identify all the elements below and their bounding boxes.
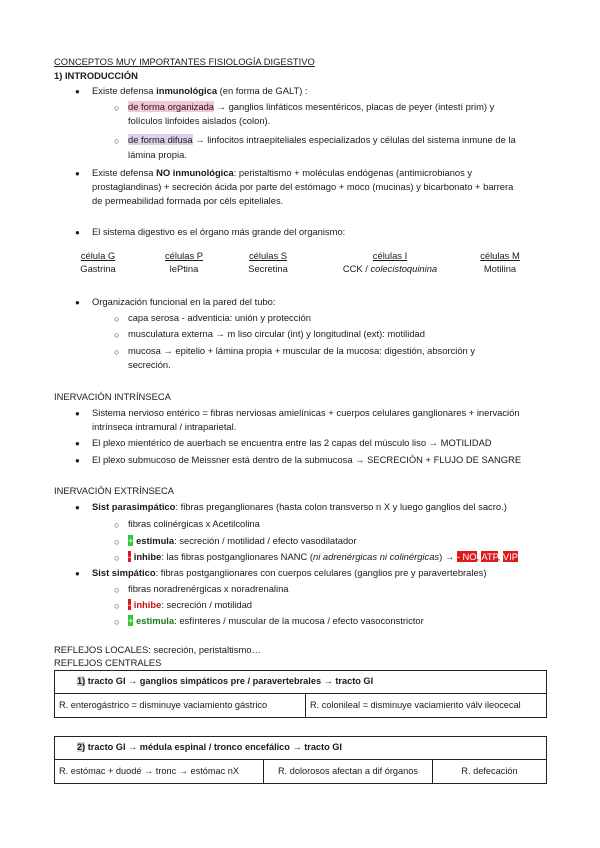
tag-no: - NO (456, 551, 477, 562)
reflex-table-1-header (55, 671, 547, 694)
text: (en forma de GALT) : (217, 85, 308, 96)
text-bold: Sist parasimpático (92, 501, 176, 512)
bullet-icon: ● (75, 503, 80, 512)
text: : esfínteres / muscular de la mucosa / efecto vasoconstrictor (174, 615, 424, 626)
plus-mark: + (128, 535, 134, 546)
para-item-2 (128, 534, 357, 548)
text-bold: estimula (133, 615, 175, 626)
intrinseca-heading: INERVACIÓN INTRÍNSECA (54, 391, 171, 402)
intro-bullet-2-line3: de permeabilidad formada por céls epiteliales. (92, 195, 284, 206)
text-bold: estimula (133, 535, 175, 546)
bullet-icon: ● (75, 439, 80, 448)
bullet-icon: ● (75, 569, 80, 578)
text: : las fibras postganglionares NANC ( (161, 551, 313, 562)
reflex-cell: R. estómac + duodé → tronc → estómac nX (55, 760, 264, 784)
text-bold: tracto GI → ganglios simpáticos pre / paravertebrales → tracto GI (85, 676, 374, 687)
circle-bullet-icon: ○ (114, 136, 120, 146)
highlight-text: de forma difusa (128, 134, 193, 145)
text-bold: NO inmunológica (156, 167, 234, 178)
para-item-3: - inhibe: las fibras postganglionares NANC (ni adrenérgicas ni colinérgicas) → - NO, ATP, VIP (128, 551, 518, 562)
intro-sub-1 (128, 100, 494, 114)
reflex-cell: R. enterogástrico = disminuye vaciamiento gástrico (55, 694, 306, 718)
cell-name: células M (480, 250, 520, 261)
text-bold: 1) (77, 676, 86, 687)
circle-bullet-icon: ○ (114, 330, 120, 340)
intrinseca-bullet-1: Sistema nervioso entérico = fibras nerviosas amielínicas + cuerpos celulares ganglionares + inervación (92, 407, 520, 418)
intro-org-3-line2: secreción. (128, 359, 171, 370)
intro-bullet-4: Organización funcional en la pared del tubo: (92, 296, 276, 307)
intro-bullet-3: El sistema digestivo es el órgano más grande del organismo: (92, 226, 346, 237)
bullet-icon: ● (75, 298, 80, 307)
text-bold: inhibe (131, 551, 162, 562)
circle-bullet-icon: ○ (114, 537, 120, 547)
text-italic: ni adrenérgicas ni colinérgicas (312, 551, 440, 562)
symp-item-2 (128, 598, 252, 612)
doc-title: CONCEPTOS MUY IMPORTANTES FISIOLOGÍA DIGESTIVO (54, 56, 315, 67)
text: Existe defensa (92, 167, 157, 178)
cell-product: lePtina (169, 263, 199, 274)
highlight-text: de forma organizada (128, 101, 214, 112)
text: → ganglios linfáticos mesentéricos, placas de peyer (intestí prim) y (214, 101, 495, 112)
bullet-icon: ● (75, 456, 80, 465)
intrinseca-bullet-1-line2: intrínseca intramural / intraparietal. (92, 421, 237, 432)
cell-product: Gastrina (80, 263, 116, 274)
circle-bullet-icon: ○ (114, 347, 120, 357)
intro-bullet-2 (92, 166, 472, 180)
reflex-cell: R. colonileal = disminuye vaciamiento válv ileocecal (306, 694, 547, 718)
extrinseca-heading: INERVACIÓN EXTRÍNSECA (54, 485, 174, 496)
cell-product: Motilina (483, 263, 517, 274)
intro-bullet-2-line2: prostaglandinas) + secreción ácida por parte del estómago + moco (mucinas) y bicarbonato + barrera (92, 181, 514, 192)
reflex-cell: R. defecación (433, 760, 547, 784)
reflex-cell: R. dolorosos afectan a dif órganos (264, 760, 433, 784)
intro-org-2: musculatura externa → m liso circular (int) y longitudinal (ext): motilidad (128, 328, 425, 339)
cell-name: células S (248, 250, 288, 261)
intro-sub-2-line2: lámina propia. (128, 149, 187, 160)
tag-vip: VIP (502, 551, 518, 562)
circle-bullet-icon: ○ (114, 601, 120, 611)
cell-product: Secretina (248, 263, 288, 274)
circle-bullet-icon: ○ (114, 314, 120, 324)
circle-bullet-icon: ○ (114, 585, 120, 595)
symp-item-1: fibras noradrenérgicas x noradrenalina (128, 583, 289, 594)
text: Existe defensa (92, 85, 157, 96)
parasimpatico-line (92, 500, 507, 514)
text-bold: inmunológica (156, 85, 218, 96)
intro-org-3: mucosa → epitelio + lámina propia + muscular de la mucosa: digestión, absorción y (128, 345, 476, 356)
text: : secreción / motilidad / efecto vasodilatador (174, 535, 357, 546)
circle-bullet-icon: ○ (114, 520, 120, 530)
tag-atp: ATP (481, 551, 498, 562)
reflejos-centrales: REFLEJOS CENTRALES (54, 657, 162, 668)
reflejos-locales: REFLEJOS LOCALES: secreción, peristaltismo… (54, 644, 261, 655)
intro-org-1: capa serosa - adventicia: unión y protección (128, 312, 311, 323)
cell-name: células I (372, 250, 408, 261)
text: : secreción / motilidad (161, 599, 253, 610)
symp-item-3 (128, 614, 424, 628)
bullet-icon: ● (75, 87, 80, 96)
cell-product (320, 262, 460, 276)
minus-mark: - (128, 599, 132, 610)
bullet-icon: ● (75, 228, 80, 237)
intro-bullet-1 (92, 84, 308, 98)
circle-bullet-icon: ○ (114, 617, 120, 627)
plus-mark: + (128, 615, 134, 626)
intrinseca-bullet-2: El plexo mientérico de auerbach se encuentra entre las 2 capas del músculo liso → MOTILIDAD (92, 437, 492, 448)
cell-name: célula G (80, 250, 116, 261)
cell-name: células P (164, 250, 204, 261)
minus-mark: - (128, 551, 132, 562)
text-bold: Sist simpático (92, 567, 156, 578)
text-bold: inhibe (131, 599, 162, 610)
text: : fibras preganglionares (hasta colon transverso n X y luego ganglios del sacro.) (175, 501, 507, 512)
text: CCK / (342, 263, 371, 274)
text: : fibras postganglionares con cuerpos celulares (ganglios pre y paravertebrales) (155, 567, 487, 578)
reflex-table-1 (54, 670, 547, 718)
para-item-1: fibras colinérgicas x Acetilcolina (128, 518, 260, 529)
text-bold: 2) (77, 742, 86, 753)
reflex-table-2 (54, 736, 547, 784)
bullet-icon: ● (75, 169, 80, 178)
text-bold: tracto GI → médula espinal / tronco encefálico → tracto GI (85, 742, 342, 753)
bullet-icon: ● (75, 409, 80, 418)
intro-sub-2 (128, 133, 516, 147)
simpatico-line (92, 566, 486, 580)
reflex-table-2-header (55, 737, 547, 760)
intrinseca-bullet-3: El plexo submucoso de Meissner está dentro de la submucosa → SECRECIÓN + FLUJO DE SANGRE (92, 454, 522, 465)
circle-bullet-icon: ○ (114, 103, 120, 113)
text: → linfocitos intraepiteliales especializados y células del sistema inmune de la (192, 134, 516, 145)
text: ) → (439, 551, 457, 562)
intro-sub-1-line2: folículos linfoides aislados (colon). (128, 115, 271, 126)
intro-heading: 1) INTRODUCCIÓN (54, 70, 138, 81)
text: : peristaltismo + moléculas endógenas (antimicrobianos y (233, 167, 473, 178)
text-italic: colecistoquinina (370, 263, 438, 274)
circle-bullet-icon: ○ (114, 553, 120, 563)
